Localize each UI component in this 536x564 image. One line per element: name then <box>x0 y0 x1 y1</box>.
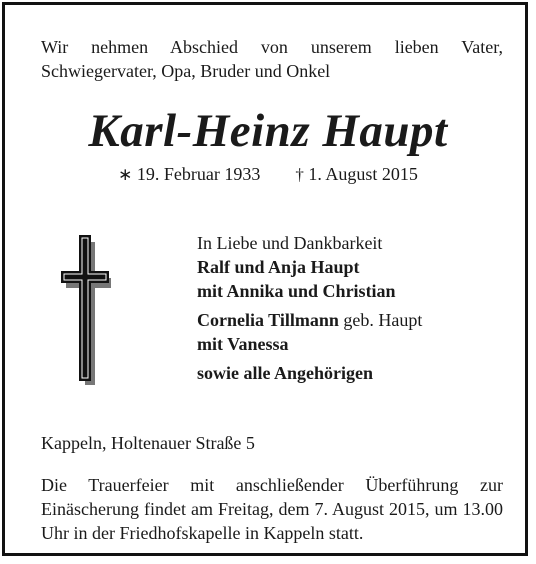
family-intro: In Liebe und Dankbarkeit <box>197 233 383 253</box>
family-maiden-name: geb. Haupt <box>338 310 423 330</box>
death-date: 1. August 2015 <box>308 164 418 184</box>
birth-symbol: ∗ <box>118 165 133 184</box>
family-line-cornelia <box>197 308 507 332</box>
family-signatures <box>197 231 507 385</box>
latin-cross-icon <box>61 235 111 385</box>
deceased-name: Karl-Heinz Haupt <box>88 105 448 157</box>
address-text: Kappeln, Holtenauer Straße 5 <box>41 433 255 453</box>
family-line-vanessa: mit Vanessa <box>197 334 289 354</box>
service-info-text: Die Trauerfeier mit anschließender Überführung zur Einäscherung findet am Freitag, dem 7. August 2015, um 13.00 Uhr in der Friedhofskapelle in Kappeln statt. <box>41 475 503 543</box>
family-line-relatives: sowie alle Angehörigen <box>197 363 373 383</box>
life-dates <box>5 162 531 187</box>
birth-date: 19. Februar 1933 <box>136 164 261 184</box>
family-line-annika: mit Annika und Christian <box>197 281 396 301</box>
family-name-cornelia: Cornelia Tillmann <box>197 310 339 330</box>
obituary-notice <box>2 2 528 556</box>
family-line-ralf: Ralf und Anja Haupt <box>197 257 360 277</box>
intro-text: Wir nehmen Abschied von unserem lieben Vater, Schwiegervater, Opa, Bruder und Onkel <box>41 37 503 81</box>
death-symbol: † <box>295 165 304 184</box>
